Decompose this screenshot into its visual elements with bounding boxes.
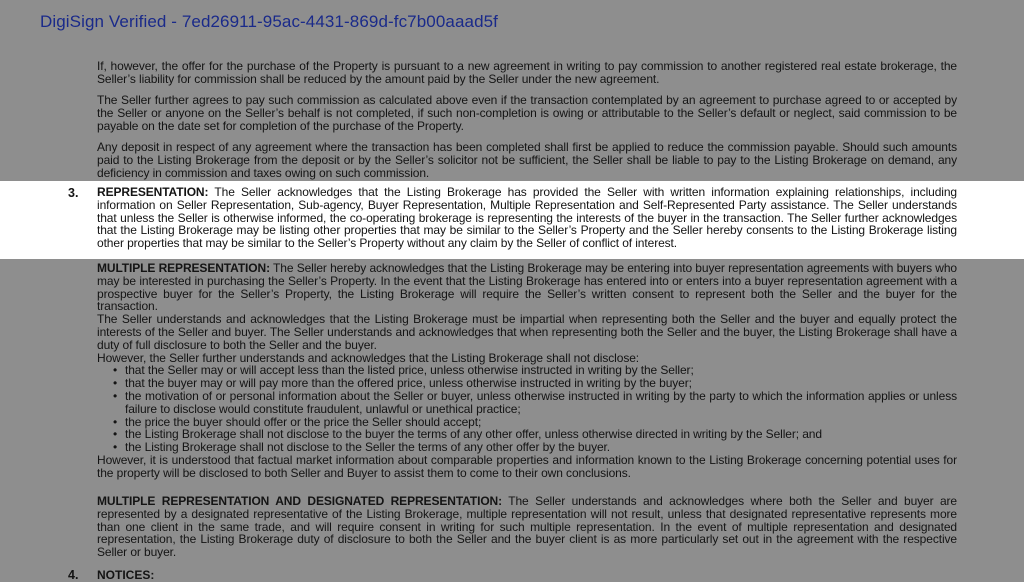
bullet-item: • the motivation of or personal information about the Seller or buyer, unless otherwise instructed in writing by the party to which the information applies or unless failure to disclose would constitute fraudulent, unlawful or unethical practice; <box>97 390 957 416</box>
digisign-watermark: DigiSign Verified - 7ed26911-95ac-4431-869d-fc7b00aaad5f <box>40 12 499 31</box>
intro-paragraph-2: The Seller further agrees to pay such commission as calculated above even if the transaction contemplated by an agreement to purchase agreed to or accepted by the Seller or anyone on the Seller’s behalf is not completed, if such non-completion is owing or attributable to the Seller’s default or neglect, said commission to be payable on the date set for completion of the purchase of the Property. <box>97 93 957 133</box>
multiple-representation-heading: MULTIPLE REPRESENTATION: <box>97 261 270 275</box>
multiple-representation-block <box>97 262 957 480</box>
multiple-paragraph-3: However, the Seller further understands and acknowledges that the Listing Brokerage shall not disclose: <box>97 350 640 365</box>
multiple-representation-paragraph <box>97 262 957 313</box>
multiple-paragraph-4: However, it is understood that factual market information about comparable properties and information known to the Listing Brokerage concerning potential uses for the property will be disclosed to both Seller and Buyer to assist them to come to their own conclusions. <box>97 452 957 480</box>
intro-paragraph-1: If, however, the offer for the purchase of the Property is pursuant to a new agreement in writing to pay commission to another registered real estate brokerage, the Seller’s liability for commission shall be reduced by the amount paid by the Seller under the new agreement. <box>97 59 957 86</box>
multiple-representation-text: The Seller hereby acknowledges that the Listing Brokerage may be entering into buyer representation agreements with buyers who may be interested in purchasing the Seller’s Property. In the event that the Listing Brokerage has entered into or enters into a buyer representation agreement with a prospective buyer for the Seller’s Property, the Listing Brokerage will require the Seller’s written consent to represent both the Seller and the buyer for the transaction. <box>97 261 957 314</box>
bullet-item: • that the buyer may or will pay more than the offered price, unless otherwise instructed in writing by the buyer; <box>97 377 957 390</box>
designated-representation-text: The Seller understands and acknowledges where both the Seller and buyer are represented by a designated representative of the Listing Brokerage, multiple representation will not result, unless that designated representative represents more than one client in the same trade, and will require consent in writing for such multiple representation. In the event of multiple representation and designated representation, the Listing Brokerage duty of disclosure to both the Seller and the buyer client is as more particularly set out in the agreement with the respective Seller or buyer. <box>97 494 957 560</box>
section-3-text: The Seller acknowledges that the Listing Brokerage has provided the Seller with written information explaining relationships, including information on Seller Representation, Sub-agency, Buyer Representation, Multiple Representation and Self-Represented Party assistance. The Seller understands that unless the Seller is otherwise informed, the co-operating brokerage is representing the interests of the buyer in the transaction. The Seller further acknowledges that the Listing Brokerage may be listing other properties that may be similar to the Seller’s Property and the Seller hereby consents to the Listing Brokerage listing other properties that may be similar to the Seller’s Property without any claim by the Seller of conflict of interest. <box>97 185 957 251</box>
section-4-heading: NOTICES: <box>97 568 155 582</box>
section-3-number: 3. <box>68 186 79 200</box>
designated-representation-heading: MULTIPLE REPRESENTATION AND DESIGNATED REPRESENTATION: <box>97 494 503 508</box>
bullet-item: • the price the buyer should offer or the price the Seller should accept; <box>97 416 957 429</box>
bullet-item: • the Listing Brokerage shall not disclose to the Seller the terms of any other offer by the buyer. <box>97 441 957 454</box>
designated-representation-paragraph <box>97 495 957 559</box>
bullet-item: • that the Seller may or will accept less than the listed price, unless otherwise instructed in writing by the Seller; <box>97 364 957 377</box>
section-3-paragraph <box>97 186 957 250</box>
intro-paragraph-3: Any deposit in respect of any agreement where the transaction has been completed shall first be applied to reduce the commission payable. Should such amounts paid to the Listing Brokerage from the deposit or by the Seller’s solicitor not be sufficient, the Seller shall be liable to pay to the Listing Brokerage on demand, any deficiency in commission and taxes owing on such commission. <box>97 140 957 180</box>
multiple-paragraph-2: The Seller understands and acknowledges that the Listing Brokerage must be impartial when representing both the Seller and the buyer and equally protect the interests of the Seller and buyer. The Seller understands and acknowledges that when representing both the Seller and the buyer, the Listing Brokerage shall have a duty of full disclosure to both the Seller and the buyer. <box>97 312 957 352</box>
section-4-number: 4. <box>68 568 79 582</box>
section-3-heading: REPRESENTATION: <box>97 185 209 199</box>
bullet-item: • the Listing Brokerage shall not disclose to the buyer the terms of any other offer, unless otherwise directed in writing by the Seller; and <box>97 428 957 441</box>
disclosure-bullet-list <box>97 364 957 454</box>
